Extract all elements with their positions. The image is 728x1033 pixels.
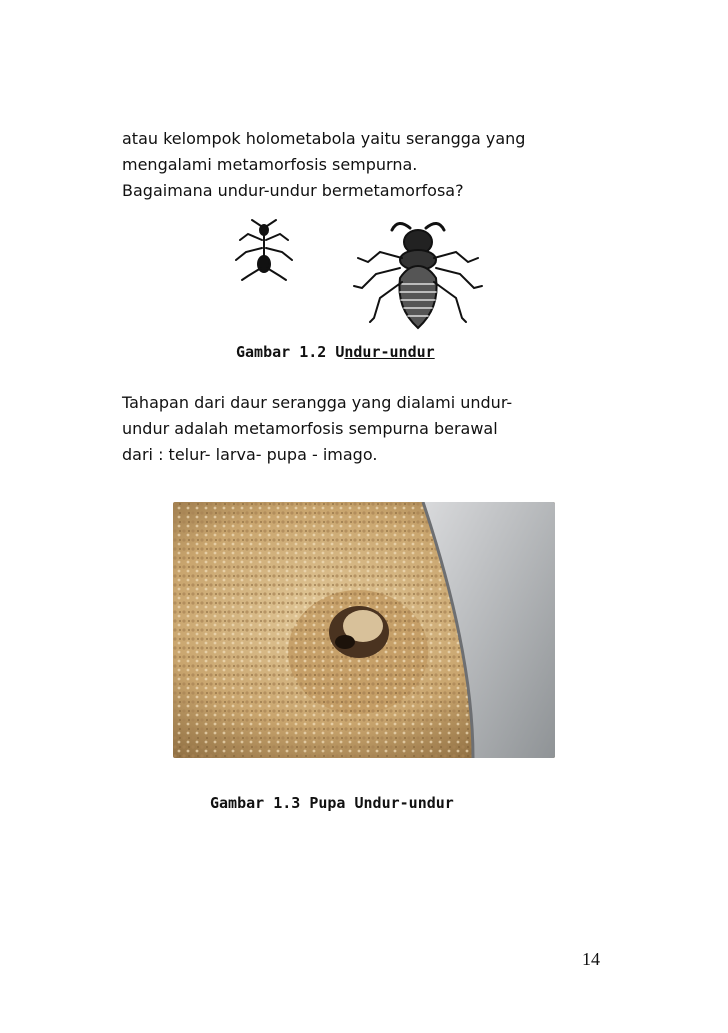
intro-paragraph [122, 126, 622, 204]
stages-line: Tahapan dari daur serangga yang dialami undur- [122, 393, 513, 412]
figure-1-2-caption-underlined: ndur-undur [344, 343, 435, 361]
larva-drawing [354, 223, 482, 328]
intro-line: mengalami metamorfosis sempurna. [122, 155, 418, 174]
stages-line: dari : telur- larva- pupa - imago. [122, 445, 378, 464]
figure-1-2-caption-prefix: Gambar 1.2 U [236, 343, 345, 361]
figure-1-3-caption: Gambar 1.3 Pupa Undur-undur [210, 794, 454, 812]
intro-line: atau kelompok holometabola yaitu serangga yang [122, 129, 526, 148]
stages-paragraph [122, 390, 622, 468]
intro-line: Bagaimana undur-undur bermetamorfosa? [122, 181, 464, 200]
page-number: 14 [582, 949, 600, 969]
small-insect-drawing [236, 220, 292, 280]
figure-1-2-caption [236, 343, 435, 361]
antlion-illustration [230, 218, 510, 336]
stages-line: undur adalah metamorfosis sempurna berawal [122, 419, 498, 438]
pupa-photo [173, 502, 555, 758]
